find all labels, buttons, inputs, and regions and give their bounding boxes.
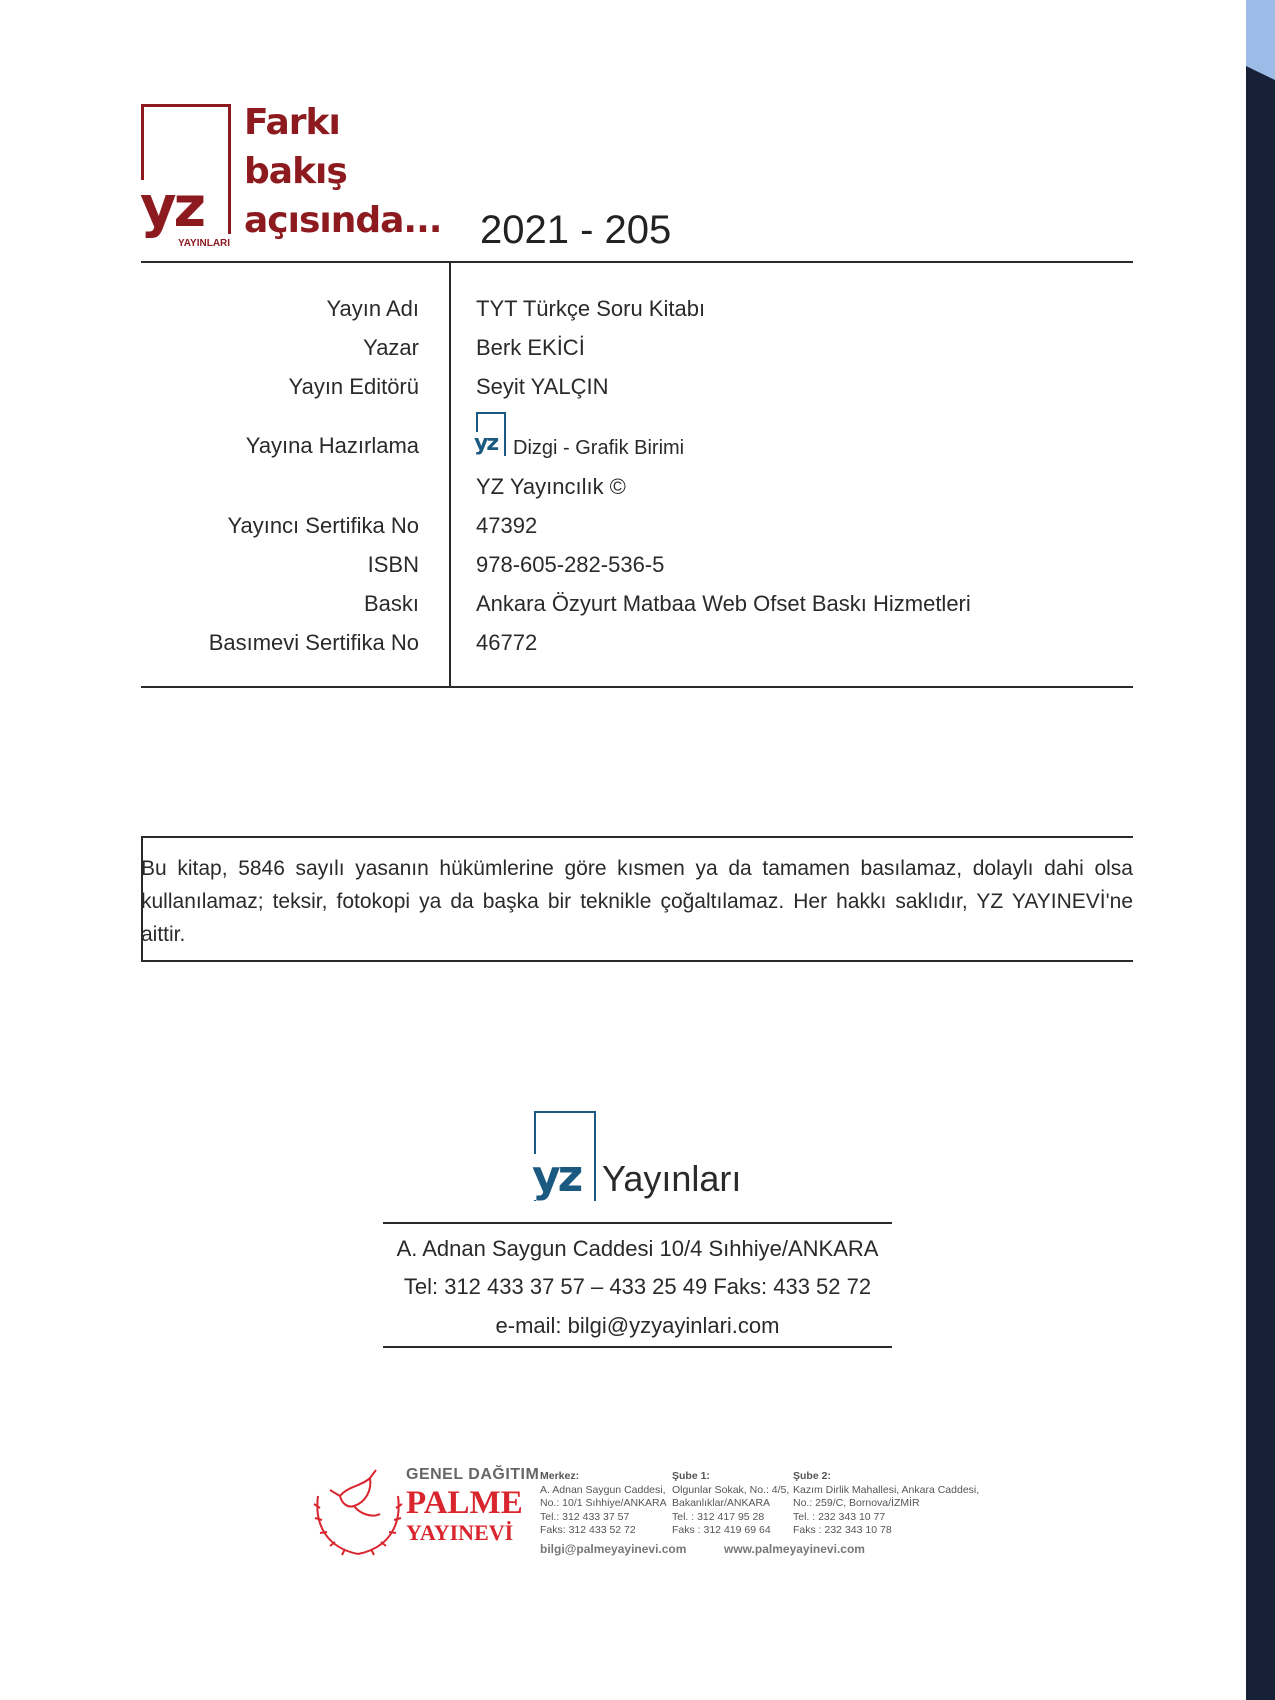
branch-sube-2 (793, 1470, 979, 1538)
branch-line: Faks : 232 343 10 78 (793, 1524, 892, 1536)
yz-logo-subtitle: YAYINLARI (178, 238, 231, 249)
slogan-line: bakış (244, 151, 347, 192)
branch-merkez (540, 1470, 667, 1538)
value-baski: Ankara Özyurt Matbaa Web Ofset Baskı Hizmetleri (476, 591, 971, 616)
value-basimevi-sertifika: 46772 (476, 630, 538, 655)
label-isbn: ISBN (367, 552, 419, 577)
palme-dove-logo-icon (310, 1456, 406, 1560)
distributor-heading: GENEL DAĞITIM (406, 1466, 540, 1483)
branch-title: Şube 1: (672, 1470, 710, 1482)
branch-title: Merkez: (540, 1470, 580, 1482)
branch-line: No.: 259/C, Bornova/İZMİR (793, 1497, 920, 1509)
value-yazar: Berk EKİCİ (476, 335, 585, 360)
label-yayin-editoru: Yayın Editörü (288, 374, 419, 399)
slogan (244, 98, 441, 245)
publisher-top-rule (383, 1222, 892, 1224)
branch-title: Şube 2: (793, 1470, 831, 1482)
distributor-name: PALME (406, 1485, 523, 1521)
value-yayinci-sertifika: 47392 (476, 513, 538, 538)
distributor-name-2: YAYINEVİ (406, 1520, 514, 1545)
branch-line: Olgunlar Sokak, No.: 4/5, (672, 1483, 790, 1496)
publisher-phone: Tel: 312 433 37 57 – 433 25 49 Faks: 433 52 72 (403, 1274, 872, 1299)
publisher-email: e-mail: bilgi@yzyayinlari.com (495, 1313, 780, 1338)
branch-line: Tel. : 312 417 95 28 (672, 1510, 765, 1523)
page-edge-band (1246, 0, 1275, 1700)
label-yazar: Yazar (363, 335, 419, 360)
table-bottom-rule (141, 686, 1133, 688)
publisher-name: Yayınları (602, 1158, 742, 1199)
publisher-bottom-rule (383, 1346, 892, 1348)
branch-line: No.: 10/1 Sıhhiye/ANKARA (540, 1497, 667, 1509)
branch-line: Tel.: 312 433 37 57 (540, 1510, 630, 1523)
yz-mini-logo-text: yz (474, 431, 498, 456)
branch-line: Kazım Dirlik Mahallesi, Ankara Caddesi, (793, 1483, 980, 1496)
copyright-notice: Bu kitap, 5846 sayılı yasanın hükümlerine göre kısmen ya da tamamen basılamaz, dolaylı dahi olsa kullanılamaz; teksir, fotokopi ya da başka bir teknikle çoğaltılamaz. Her hakkı saklıdır, YZ YAYINEVİ'ne aittir. (141, 857, 1133, 946)
value-yayin-editoru: Seyit YALÇIN (476, 374, 609, 399)
table-divider (449, 262, 451, 688)
publisher-logo-text: yz (532, 1154, 583, 1200)
label-baski: Baskı (363, 591, 419, 616)
label-yayin-adi: Yayın Adı (326, 296, 419, 321)
label-yayinci-sertifika: Yayıncı Sertifika No (227, 513, 419, 538)
distributor-email: bilgi@palmeyayinevi.com (540, 1542, 687, 1556)
branch-line: Bakanlıklar/ANKARA (672, 1497, 771, 1509)
table-top-rule (141, 261, 1133, 263)
slogan-line: Farkı (244, 102, 340, 143)
branch-line: Faks: 312 433 52 72 (540, 1524, 636, 1536)
yz-logo-text: yz (140, 180, 207, 236)
branch-line: Tel. : 232 343 10 77 (793, 1510, 886, 1523)
slogan-line: açısında... (244, 200, 442, 241)
page-edge-corner (1246, 0, 1275, 80)
branch-line: A. Adnan Saygun Caddesi, (540, 1483, 666, 1496)
value-yayin-adi: TYT Türkçe Soru Kitabı (476, 296, 706, 321)
value-isbn: 978-605-282-536-5 (476, 552, 665, 577)
label-yayina-hazirlama: Yayına Hazırlama (245, 433, 419, 458)
label-basimevi-sertifika: Basımevi Sertifika No (208, 630, 419, 655)
publisher-address: A. Adnan Saygun Caddesi 10/4 Sıhhiye/ANKARA (396, 1236, 879, 1261)
branch-line: Faks : 312 419 69 64 (672, 1524, 771, 1536)
value-yz-yayincilik: YZ Yayıncılık © (476, 474, 626, 499)
branch-sube-1 (672, 1470, 789, 1538)
publication-code: 2021 - 205 (480, 208, 672, 252)
value-yayina-hazirlama: Dizgi - Grafik Birimi (513, 437, 685, 459)
distributor-web: www.palmeyayinevi.com (724, 1542, 865, 1556)
